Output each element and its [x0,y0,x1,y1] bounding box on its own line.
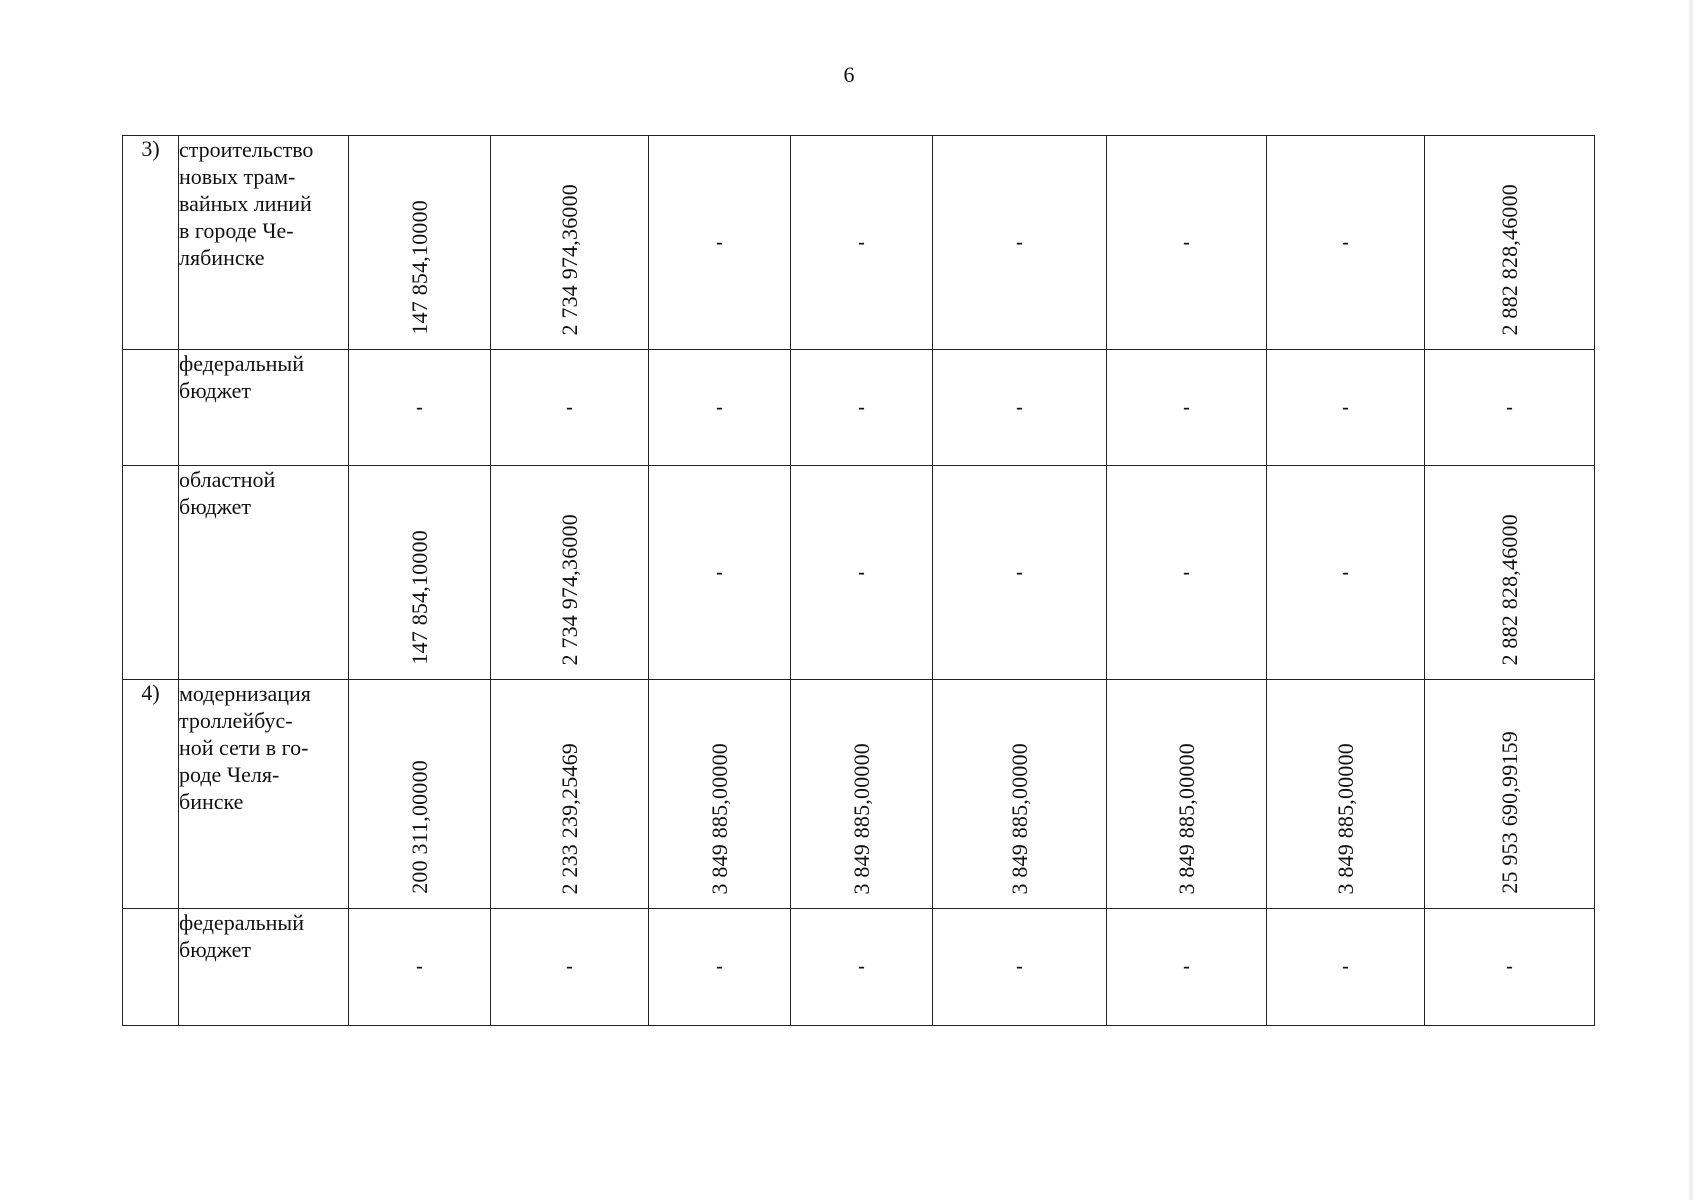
row-label-cell [179,350,349,466]
value-cell [791,909,933,1026]
amount-value: 3 849 885,00000 [1006,742,1032,894]
value-cell [491,350,649,466]
value-cell [1107,350,1267,466]
empty-value-dash: - [1183,561,1190,583]
page-number: 6 [843,62,855,87]
value-cell [349,466,491,680]
row-label: модернизация троллейбус- ной сети в го- роде Челя- бинске [179,681,311,814]
empty-value-dash: - [566,396,573,418]
row-label: федеральный бюджет [179,351,304,403]
table-row [123,909,1595,1026]
value-cell [1267,680,1425,909]
table-row [123,350,1595,466]
empty-value-dash: - [1016,561,1023,583]
amount-value: 200 311,00000 [406,760,432,894]
value-cell [491,136,649,350]
value-cell [933,466,1107,680]
row-number: 4) [141,680,160,705]
amount-value: 2 734 974,36000 [556,513,582,665]
value-cell [349,350,491,466]
empty-value-dash: - [858,396,865,418]
empty-value-dash: - [1342,561,1349,583]
empty-value-dash: - [1016,396,1023,418]
value-cell [933,136,1107,350]
value-cell [649,350,791,466]
empty-value-dash: - [1016,955,1023,978]
value-cell [933,350,1107,466]
amount-value: 3 849 885,00000 [848,742,874,894]
empty-value-dash: - [1183,231,1190,253]
empty-value-dash: - [858,561,865,583]
empty-value-dash: - [858,955,865,978]
value-cell [791,350,933,466]
amount-value: 2 882 828,46000 [1496,183,1522,335]
value-cell [349,909,491,1026]
empty-value-dash: - [1342,955,1349,978]
value-cell [1267,909,1425,1026]
empty-value-dash: - [566,955,573,978]
value-cell [1107,909,1267,1026]
value-cell [1267,350,1425,466]
table-row [123,466,1595,680]
amount-value: 2 882 828,46000 [1496,513,1522,665]
amount-value: 3 849 885,00000 [706,742,732,894]
amount-value: 3 849 885,00000 [1173,742,1199,894]
value-cell [1267,466,1425,680]
value-cell [1107,466,1267,680]
row-label-cell [179,680,349,909]
amount-value: 2 734 974,36000 [556,183,582,335]
value-cell [1425,909,1595,1026]
empty-value-dash: - [1183,955,1190,978]
value-cell [491,680,649,909]
scan-edge [1688,0,1694,1200]
amount-value: 147 854,10000 [406,200,432,335]
amount-value: 147 854,10000 [406,530,432,665]
row-number-cell [123,136,179,350]
value-cell [349,680,491,909]
table-row [123,680,1595,909]
empty-value-dash: - [416,396,423,418]
budget-table [122,135,1595,1026]
empty-value-dash: - [1342,231,1349,253]
row-number-cell [123,680,179,909]
empty-value-dash: - [1506,955,1513,978]
row-label: областной бюджет [179,467,276,519]
empty-value-dash: - [1016,231,1023,253]
empty-value-dash: - [1342,396,1349,418]
value-cell [649,136,791,350]
empty-value-dash: - [716,396,723,418]
empty-value-dash: - [716,955,723,978]
table-row [123,136,1595,350]
row-label-cell [179,466,349,680]
row-label-cell [179,136,349,350]
value-cell [491,466,649,680]
empty-value-dash: - [1506,396,1513,418]
value-cell [933,909,1107,1026]
value-cell [1107,680,1267,909]
amount-value: 2 233 239,25469 [556,742,582,894]
empty-value-dash: - [716,561,723,583]
empty-value-dash: - [858,231,865,253]
value-cell [1425,350,1595,466]
amount-value: 25 953 690,99159 [1496,731,1522,894]
value-cell [349,136,491,350]
value-cell [649,680,791,909]
value-cell [791,136,933,350]
value-cell [1425,680,1595,909]
row-number: 3) [141,136,160,161]
value-cell [649,909,791,1026]
value-cell [933,680,1107,909]
value-cell [1107,136,1267,350]
row-number-cell [123,350,179,466]
amount-value: 3 849 885,00000 [1332,742,1358,894]
value-cell [1267,136,1425,350]
empty-value-dash: - [416,955,423,978]
value-cell [791,680,933,909]
value-cell [491,909,649,1026]
value-cell [1425,466,1595,680]
row-number-cell [123,909,179,1026]
value-cell [649,466,791,680]
value-cell [1425,136,1595,350]
row-number-cell [123,466,179,680]
empty-value-dash: - [716,231,723,253]
row-label: строительство новых трам- вайных линий в городе Че- лябинске [179,137,314,270]
row-label-cell [179,909,349,1026]
empty-value-dash: - [1183,396,1190,418]
row-label: федеральный бюджет [179,910,304,962]
value-cell [791,466,933,680]
